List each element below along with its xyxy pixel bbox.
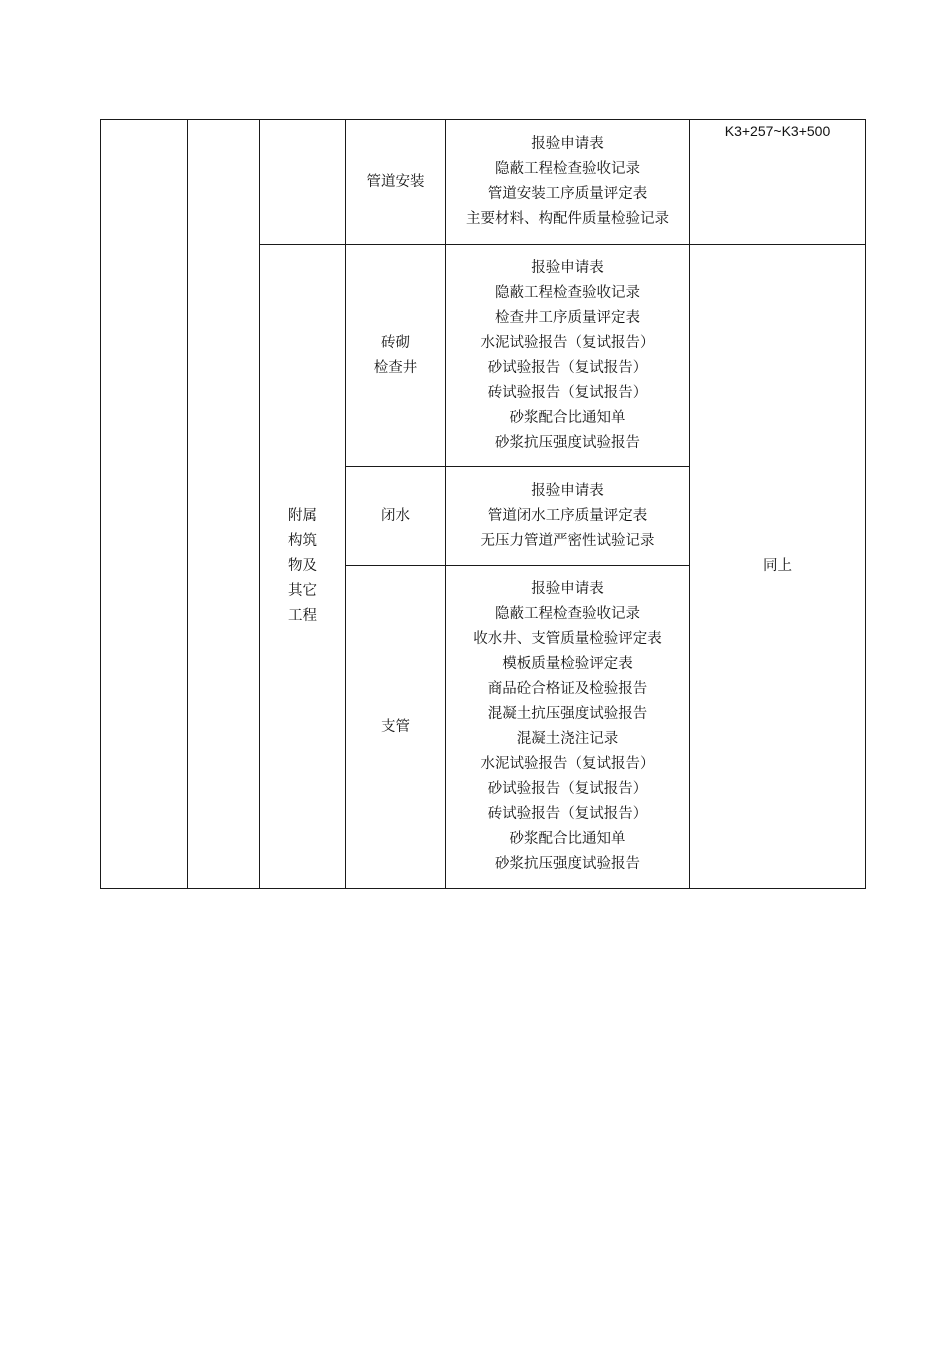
list-item: 管道闭水工序质量评定表 [487,507,648,524]
group-cell [260,245,346,889]
blank-group-cell [260,120,346,245]
remark-cell [690,120,866,245]
list-item: 隐蔽工程检查验收记录 [495,606,640,622]
list-item: 报验申请表 [531,581,604,597]
list-item: 检查井工序质量评定表 [495,309,640,326]
item-label-line: 砖砌 [381,334,410,351]
blank-column-cell [188,120,260,889]
blank-column-cell [101,120,188,889]
inspection-records-table [100,119,866,889]
records-list [446,256,689,456]
list-item: 砂浆配合比通知单 [509,409,626,426]
records-list [446,479,689,554]
list-item: 商品砼合格证及检验报告 [487,681,648,697]
group-label-line: 其它 [288,583,317,599]
records-cell [446,467,690,566]
list-item: 隐蔽工程检查验收记录 [495,161,640,177]
group-label-line: 构筑 [288,533,317,549]
list-item: 砖试验报告（复试报告） [487,384,648,401]
list-item: 管道安装工序质量评定表 [487,186,648,202]
item-cell [346,120,446,245]
list-item: 主要材料、构配件质量检验记录 [466,211,669,227]
list-item: 收水井、支管质量检验评定表 [473,631,662,647]
list-item: 砂试验报告（复试报告） [487,359,648,376]
item-cell [346,245,446,467]
list-item: 砂浆配合比通知单 [509,831,626,847]
records-list [446,577,689,877]
list-item: 无压力管道严密性试验记录 [480,532,655,549]
records-cell [446,566,690,889]
records-list [446,132,689,232]
item-cell [346,467,446,566]
list-item: 报验申请表 [531,259,604,276]
table-row [101,120,866,245]
list-item: 隐蔽工程检查验收记录 [495,284,640,301]
item-label [346,331,445,381]
group-label [260,504,345,629]
records-cell [446,245,690,467]
item-cell [346,566,446,889]
list-item: 混凝土浇注记录 [516,731,619,747]
item-label: 支管 [381,718,410,735]
chainage-range: K3+257~K3+500 [724,123,831,139]
group-label-line: 物及 [288,558,317,574]
list-item: 模板质量检验评定表 [502,656,633,672]
remark-same-as-above: 同上 [763,558,792,574]
list-item: 砂浆抗压强度试验报告 [495,434,640,451]
list-item: 水泥试验报告（复试报告） [480,334,655,351]
records-cell [446,120,690,245]
item-label: 闭水 [381,507,410,524]
list-item: 砂试验报告（复试报告） [487,781,648,797]
group-label-line: 附属 [288,508,317,524]
item-label-line: 检查井 [373,359,418,376]
list-item: 水泥试验报告（复试报告） [480,756,655,772]
list-item: 混凝土抗压强度试验报告 [487,706,648,722]
list-item: 砂浆抗压强度试验报告 [495,856,640,872]
list-item: 报验申请表 [531,136,604,152]
item-label: 管道安装 [366,173,425,190]
list-item: 报验申请表 [531,482,604,499]
group-label-line: 工程 [288,608,317,624]
remark-cell [690,245,866,889]
list-item: 砖试验报告（复试报告） [487,806,648,822]
